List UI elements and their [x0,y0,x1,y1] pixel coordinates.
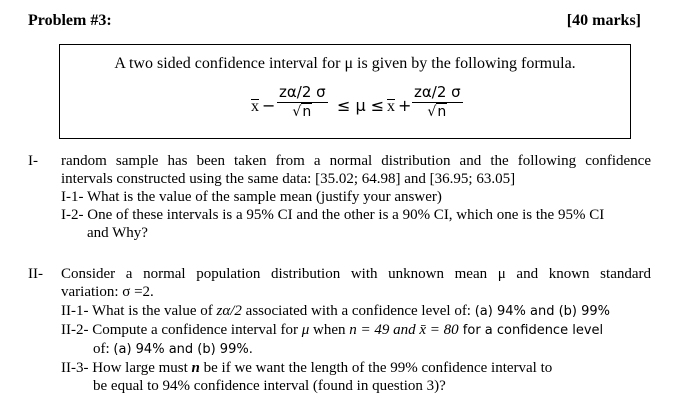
part1-numeral: I- [28,153,38,169]
fraction-right-denominator: n [437,104,447,120]
fraction-left-denominator: n [302,104,312,120]
sample-mean-symbol-right: x [387,98,395,115]
question-II-1-text: II-1- What is the value of [61,303,217,319]
problem-number: Problem #3: [28,12,112,29]
fraction-left [277,83,328,120]
question-I-2-line1: I-2- One of these intervals is a 95% CI and the other is a 90% CI, which one is the 95% CI [61,207,605,223]
question-I-1: I-1- What is the value of the sample mean (justify your answer) [61,189,442,205]
question-II-2-post: for a confidence level [458,323,604,338]
question-I-2-line2: and Why? [87,225,148,241]
question-II-3-text: II-3- How large must [61,360,192,376]
question-II-3-line1 [61,359,552,377]
question-II-2-of: of: [93,341,114,357]
fraction-right [412,83,463,120]
part1-statement-line2: intervals constructed using the same data: [35.02; 64.98] and [36.95; 63.05] [61,171,516,187]
mu-symbol: μ [301,322,310,338]
question-II-3-line2: be equal to 94% confidence interval (found in question 3)? [93,378,446,394]
question-II-2-text: II-2- Compute a confidence interval for [61,322,302,338]
sqrt-icon: √ [292,104,302,120]
z-alpha-symbol: zα/2 [216,303,242,319]
question-II-1-options: (a) 94% and (b) 99% [474,304,611,319]
formula-intro: A two sided confidence interval for μ is given by the following formula. [114,55,576,72]
sample-mean-symbol-left: x [251,98,259,115]
question-II-3-post: be if we want the length of the 99% confidence interval to [199,360,553,376]
question-II-2-condition: n = 49 and x̄ = 80 [349,322,459,338]
question-II-1-mid: associated with a confidence level of: [241,303,475,319]
part2-numeral: II- [28,266,43,282]
sqrt-icon: √ [427,104,437,120]
question-II-2-options: (a) 94% and (b) 99%. [113,342,253,357]
fraction-right-numerator: zα/2 σ [414,83,461,101]
question-II-2-line1 [61,321,603,340]
fraction-left-numerator: zα/2 σ [279,83,326,101]
part2-statement-line2: variation: σ =2. [61,284,154,300]
question-II-2-line2 [93,340,253,359]
marks-label: [40 marks] [566,12,641,29]
confidence-interval-formula [60,83,630,135]
n-symbol: n [191,360,200,376]
question-II-1 [61,302,610,321]
minus-sign: − [262,96,276,115]
question-II-2-when: when [309,322,350,338]
part1-statement-line1: random sample has been taken from a normal distribution and the following confidence [61,153,651,169]
inequality: ≤ μ ≤ [337,96,385,115]
part2-statement-line1: Consider a normal population distribution with unknown mean μ and known standard [61,266,651,282]
formula-box [59,44,631,139]
plus-sign: + [398,96,412,115]
